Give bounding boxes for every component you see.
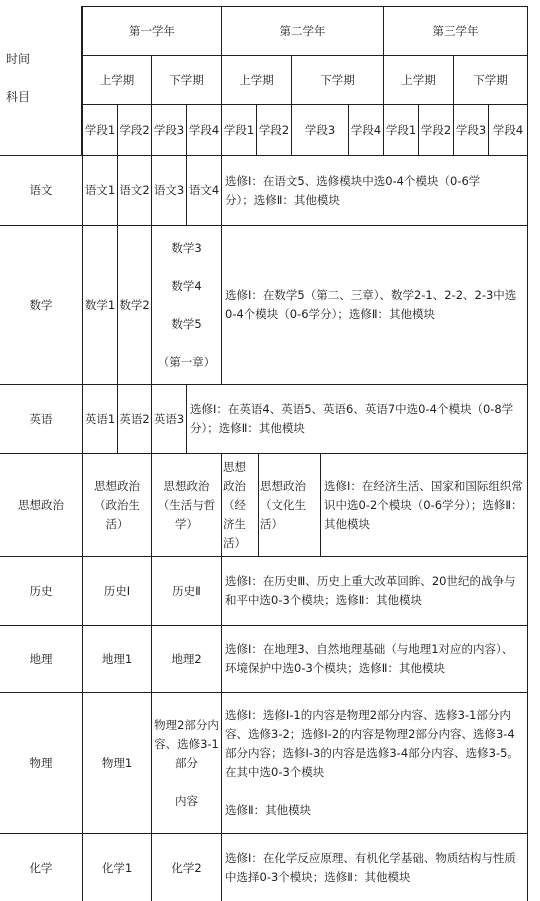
- subject-wuli: 物理: [0, 692, 83, 834]
- subject-zhengzhi: 思想政治: [0, 453, 83, 557]
- course-cell: 思想政治（政治生活）: [82, 453, 152, 557]
- segment-header: 学段2: [117, 104, 152, 156]
- subject-dili: 地理: [0, 625, 83, 693]
- segment-header: 学段4: [348, 104, 384, 156]
- elective-lishi: 选修Ⅰ：在历史Ⅲ、历史上重大改革回眸、20世纪的战争与和平中选0-3个模块；选修Ⅱ：其他模块: [221, 556, 528, 626]
- course-cell: 思想政治（文化生活）: [258, 453, 321, 557]
- course-cell: 语文3: [151, 155, 187, 226]
- segment-header: 学段2: [256, 104, 292, 156]
- segment-header: 学段4: [488, 104, 528, 156]
- course-cell: 英语1: [82, 384, 118, 454]
- year-2-header: 第二学年: [221, 6, 384, 56]
- course-cell: 物理2部分内容、选修3-1部分 内容: [151, 692, 222, 834]
- segment-header: 学段1: [82, 104, 118, 156]
- course-cell: 数学1: [82, 225, 118, 385]
- term-header: 下学期: [453, 55, 528, 105]
- elective-yingyu: 选修Ⅰ：在英语4、英语5、英语6、英语7中选0-4个模块（0-8学分）；选修Ⅱ：其他模块: [186, 384, 528, 454]
- course-cell: 英语3: [151, 384, 187, 454]
- term-header: 上学期: [221, 55, 292, 105]
- term-header: 下学期: [151, 55, 222, 105]
- term-header: 上学期: [82, 55, 152, 105]
- subject-shuxue: 数学: [0, 225, 83, 385]
- subject-lishi: 历史: [0, 556, 83, 626]
- subject-huaxue: 化学: [0, 833, 83, 901]
- elective-zhengzhi: 选修Ⅰ：在经济生活、国家和国际组织常识中选0-2个模块（0-6学分）；选修Ⅱ：其他模块: [320, 453, 528, 557]
- segment-header: 学段4: [186, 104, 222, 156]
- subject-yingyu: 英语: [0, 384, 83, 454]
- corner-cell: [0, 6, 82, 156]
- elective-dili: 选修Ⅰ：在地理3、自然地理基础（与地理1对应的内容）、环境保护中选0-3个模块；选修Ⅱ：其他模块: [221, 625, 528, 693]
- elective-huaxue: 选修Ⅰ：在化学反应原理、有机化学基础、物质结构与性质中选择0-3个模块；选修Ⅱ：其他模块: [221, 833, 528, 901]
- subject-yuwen: 语文: [0, 155, 83, 226]
- course-cell: 数学2: [117, 225, 152, 385]
- course-cell: 地理1: [82, 625, 152, 693]
- segment-header: 学段3: [291, 104, 349, 156]
- course-cell: 语文2: [117, 155, 152, 226]
- course-cell: 物理1: [82, 692, 152, 834]
- corner-time-label: 时间: [6, 52, 31, 66]
- year-1-header: 第一学年: [82, 6, 222, 56]
- course-cell: 语文4: [186, 155, 222, 226]
- course-cell: 英语2: [117, 384, 152, 454]
- course-cell: 历史Ⅱ: [151, 556, 222, 626]
- course-cell: 化学1: [82, 833, 152, 901]
- segment-header: 学段1: [221, 104, 257, 156]
- elective-yuwen: 选修Ⅰ：在语文5、选修模块中选0-4个模块（0-6学分）；选修Ⅱ：其他模块: [221, 155, 528, 226]
- course-cell: 思想政治（经济生活）: [221, 453, 259, 557]
- course-cell: 思想政治（生活与哲学）: [151, 453, 222, 557]
- segment-header: 学段1: [383, 104, 419, 156]
- course-cell: 化学2: [151, 833, 222, 901]
- elective-wuli: 选修Ⅰ：选修Ⅰ-1的内容是物理2部分内容、选修3-1部分内容、选修3-2；选修Ⅰ-2的内容是物理2部分内容、选修3-4部分内容；选修Ⅰ-3的内容是选修3-4部分内容、选修3-5。在其中选0-3个模块 选修Ⅱ：其他模块: [221, 692, 528, 834]
- term-header: 上学期: [383, 55, 454, 105]
- elective-shuxue: 选修Ⅰ：在数学5（第二、三章）、数学2-1、2-2、2-3中选0-4个模块（0-6学分）；选修Ⅱ：其他模块: [221, 225, 528, 385]
- year-3-header: 第三学年: [383, 6, 528, 56]
- term-header: 下学期: [291, 55, 384, 105]
- segment-header: 学段3: [151, 104, 187, 156]
- segment-header: 学段3: [453, 104, 489, 156]
- segment-header: 学段2: [418, 104, 454, 156]
- course-cell: 地理2: [151, 625, 222, 693]
- course-cell: 语文1: [82, 155, 118, 226]
- course-cell: 历史Ⅰ: [82, 556, 152, 626]
- corner-subject-label: 科目: [6, 90, 31, 104]
- course-cell-combined: 数学3 数学4 数学5 （第一章）: [151, 225, 222, 385]
